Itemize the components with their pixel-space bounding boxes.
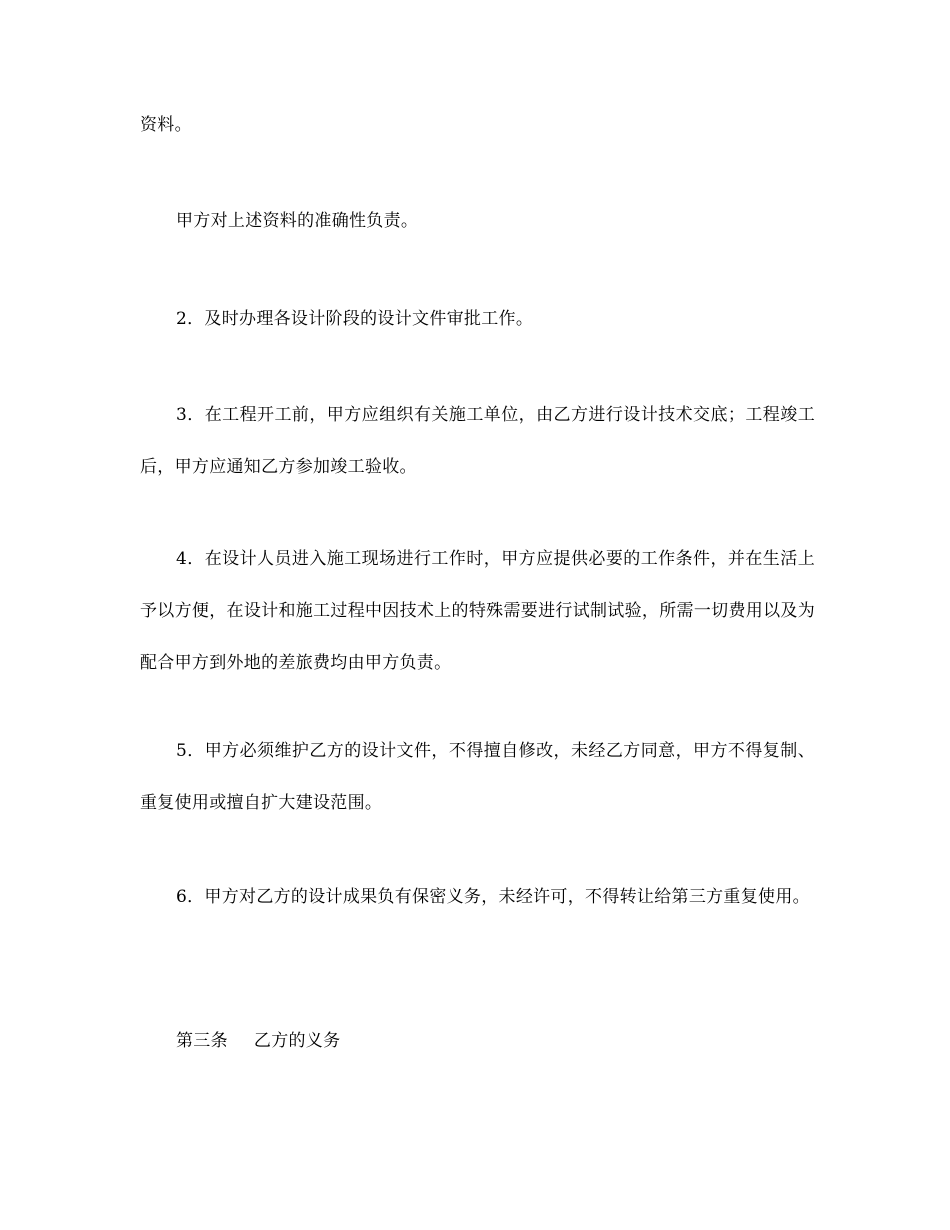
paragraph-item-4: 4．在设计人员进入施工现场进行工作时，甲方应提供必要的工作条件，并在生活上予以方便，在设计和施工过程中因技术上的特殊需要进行试制试验，所需一切费用以及为配合甲方到外地的差旅费均由甲方负责。 — [140, 549, 815, 673]
paragraph-continuation: 资料。 — [140, 115, 192, 135]
section-heading — [176, 1015, 340, 1067]
paragraph-item-2: 2．及时办理各设计阶段的设计文件审批工作。 — [176, 309, 534, 329]
section-title: 乙方的义务 — [253, 1031, 341, 1051]
section-number: 第三条 — [176, 1031, 228, 1051]
paragraph-item-6: 6．甲方对乙方的设计成果负有保密义务，未经许可，不得转让给第三方重复使用。 — [176, 887, 810, 907]
paragraph-item-3: 3．在工程开工前，甲方应组织有关施工单位，由乙方进行设计技术交底；工程竣工后，甲方应通知乙方参加竣工验收。 — [140, 405, 815, 477]
paragraph-data-accuracy: 甲方对上述资料的准确性负责。 — [176, 211, 419, 231]
paragraph-item-5: 5．甲方必须维护乙方的设计文件，不得擅自修改，未经乙方同意，甲方不得复制、重复使用或擅自扩大建设范围。 — [140, 741, 815, 813]
